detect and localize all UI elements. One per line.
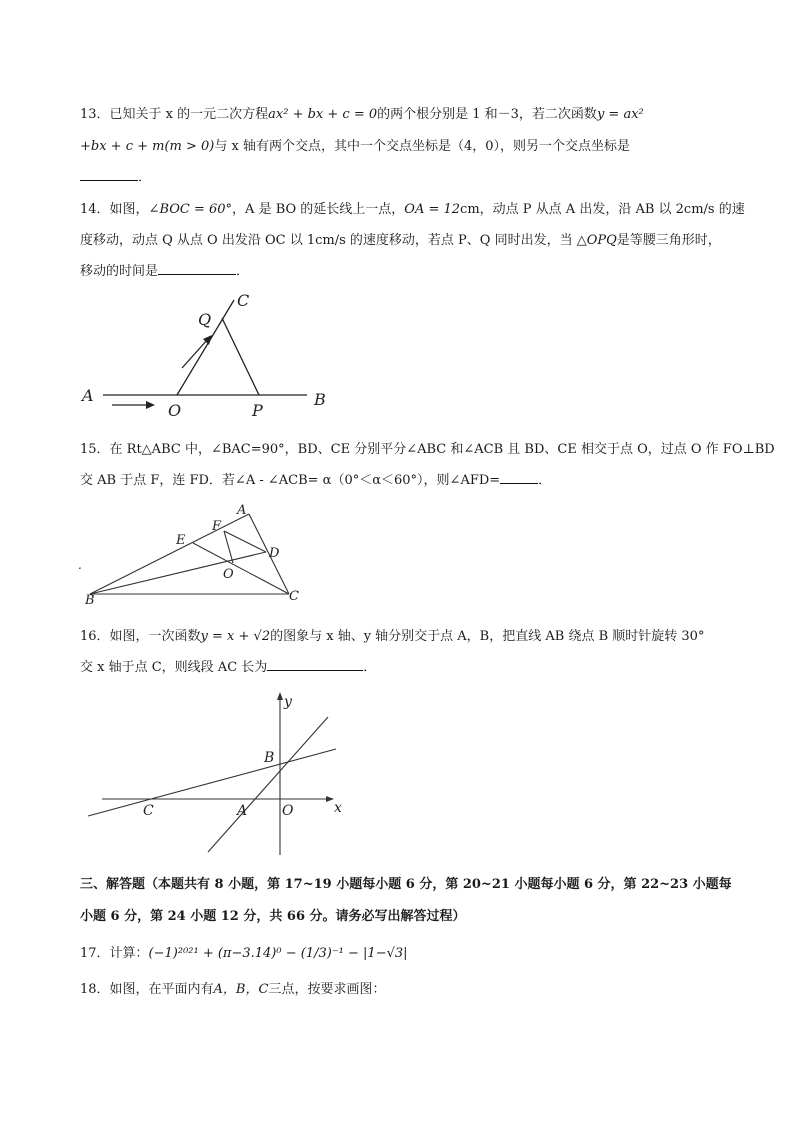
section3-text-b: 小题 6 分，第 24 小题 12 分，共 66 分。请务必写出解答过程） bbox=[80, 909, 466, 924]
q14-label-c: C bbox=[237, 291, 250, 310]
q16-text-a: 16．如图，一次函数 bbox=[80, 629, 201, 644]
q16-y-arrow bbox=[277, 692, 283, 700]
q15-label-f: F bbox=[212, 519, 222, 534]
q18-text-b: 三点，按要求画图： bbox=[268, 982, 386, 997]
q16-line-bc bbox=[88, 749, 336, 816]
q14-label-b: B bbox=[314, 390, 326, 409]
q14-label-o: O bbox=[168, 401, 182, 420]
q16-label-c: C bbox=[143, 803, 154, 819]
q16-text-c: 交 x 轴于点 C，则线段 AC 长为 bbox=[80, 660, 268, 675]
section3-heading-line2 bbox=[80, 905, 466, 924]
q18-line bbox=[80, 978, 385, 997]
q13-function-cont: +bx + c + m(m > 0) bbox=[80, 139, 215, 154]
q15-label-b: B bbox=[85, 593, 95, 608]
q13-text: 13．已知关于 x 的一元二次方程 bbox=[80, 107, 269, 122]
q15-label-d: D bbox=[269, 546, 280, 561]
q18-text-a: 18．如图，在平面内有 bbox=[80, 982, 214, 997]
q15-text-b: 交 AB 于点 F，连 FD．若∠A - ∠ACB= α（0°＜α＜60°），则∠AFD= bbox=[80, 473, 501, 488]
q15-label-e: E bbox=[176, 533, 186, 548]
q16-label-y: y bbox=[284, 694, 292, 710]
q14-text-c: cm，动点 P 从点 A 出发，沿 AB 以 2cm/s 的速 bbox=[460, 202, 745, 217]
q16-period: ． bbox=[363, 660, 377, 675]
q13-text-b: 的两个根分别是 1 和－3，若二次函数 bbox=[377, 107, 597, 122]
section3-text-a: 三、解答题（本题共有 8 小题，第 17~19 小题每小题 6 分，第 20~21 小题每小题 6 分，第 22~23 小题每 bbox=[80, 877, 732, 892]
section3-heading-line1 bbox=[80, 873, 732, 892]
q14-text-e: 是等腰三角形时， bbox=[616, 233, 721, 248]
q17-label: 17．计算： bbox=[80, 946, 149, 961]
q16-label-o: O bbox=[282, 803, 294, 819]
q15-label-c: C bbox=[289, 589, 299, 604]
q14-period: ． bbox=[236, 264, 250, 279]
q13-function: y = ax² bbox=[596, 107, 644, 122]
q16-text-b: 的图象与 x 轴、y 轴分别交于点 A，B，把直线 AB 绕点 B 顺时针旋转 30° bbox=[270, 629, 705, 644]
q14-angle: ∠BOC = 60° bbox=[148, 202, 233, 217]
q14-label-p: P bbox=[252, 401, 263, 420]
q16-label-b: B bbox=[264, 750, 275, 766]
q15-text-a: 15．在 Rt△ABC 中，∠BAC=90°，BD、CE 分别平分∠ABC 和∠ACB 且 BD、CE 相交于点 O，过点 O 作 FO⊥BD bbox=[80, 442, 775, 457]
q15-dot: . bbox=[78, 558, 82, 572]
q14-text-f: 移动的时间是 bbox=[80, 264, 159, 279]
q16-x-arrow bbox=[326, 796, 334, 802]
q13-period: ． bbox=[138, 170, 152, 185]
q13-equation: ax² + bx + c = 0 bbox=[268, 107, 378, 122]
q15-period: ． bbox=[538, 473, 552, 488]
q16-function: y = x + √2 bbox=[200, 629, 271, 644]
q14-text-a: 14．如图， bbox=[80, 202, 149, 217]
q14-text-b: ，A 是 BO 的延长线上一点， bbox=[232, 202, 405, 217]
q17-line bbox=[80, 942, 408, 961]
q16-label-a: A bbox=[237, 803, 248, 819]
q14-oa: OA = 12 bbox=[404, 202, 461, 217]
q16-label-x: x bbox=[334, 800, 342, 816]
q14-opq: OPQ bbox=[586, 233, 617, 248]
q13-text-c: 与 x 轴有两个交点，其中一个交点坐标是（4，0），则另一个交点坐标是 bbox=[214, 139, 631, 154]
q17-expression: (−1)²⁰²¹ + (π−3.14)⁰ − (1/3)⁻¹ − |1−√3| bbox=[148, 946, 408, 961]
q18-points: A，B，C bbox=[213, 982, 269, 997]
q15-label-a: A bbox=[237, 503, 247, 518]
q16-line-ab bbox=[208, 717, 328, 852]
q14-text-d: 度移动，动点 Q 从点 O 出发沿 OC 以 1cm/s 的速度移动，若点 P、Q 同时出发，当 △ bbox=[80, 233, 587, 248]
q15-label-o: O bbox=[223, 567, 234, 582]
q14-label-a: A bbox=[82, 386, 94, 405]
q14-label-q: Q bbox=[198, 310, 212, 329]
